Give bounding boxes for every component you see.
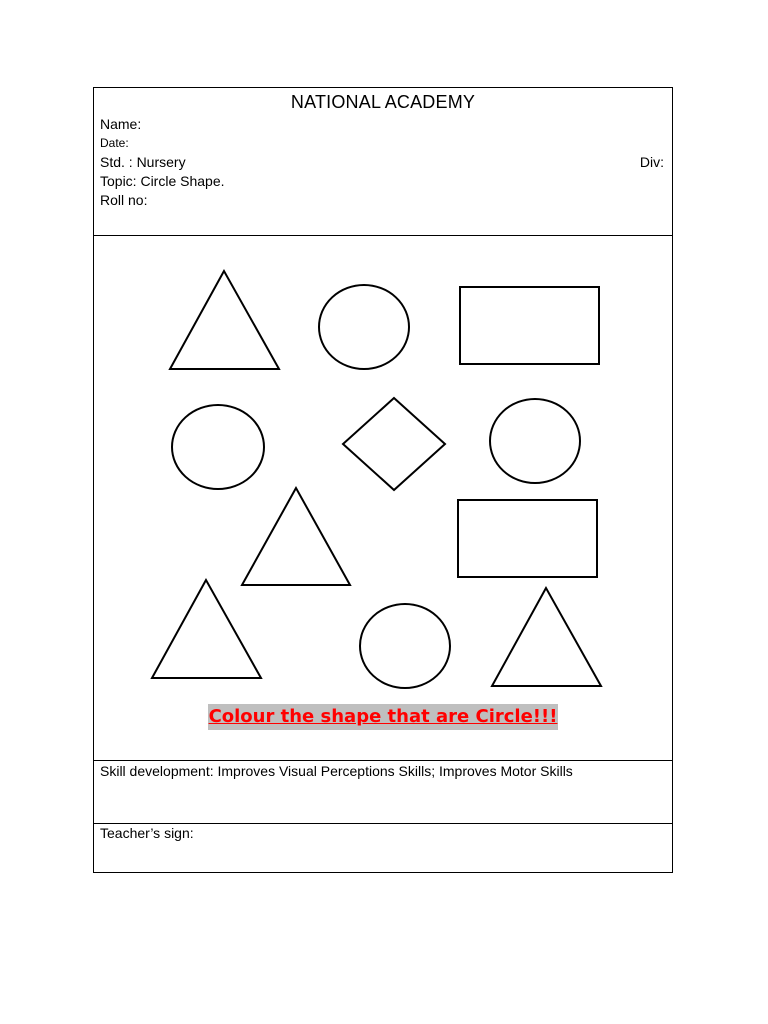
worksheet-header — [94, 88, 672, 236]
roll-no-field: Roll no: — [100, 192, 148, 208]
date-field: Date: — [100, 136, 129, 150]
instruction-wrap — [94, 704, 672, 730]
skill-development-section — [94, 761, 672, 824]
diamond-shape — [343, 398, 445, 490]
circle-shape — [360, 604, 450, 688]
instruction-text: Colour the shape that are Circle!!! — [208, 704, 559, 730]
topic-field: Topic: Circle Shape. — [100, 173, 225, 189]
rectangle-shape — [458, 500, 597, 577]
rectangle-shape — [460, 287, 599, 364]
name-field: Name: — [100, 116, 142, 132]
triangle-shape — [152, 580, 261, 678]
circle-shape — [490, 399, 580, 483]
triangle-shape — [170, 271, 279, 369]
school-title: NATIONAL ACADEMY — [290, 92, 476, 112]
triangle-shape — [242, 488, 350, 585]
circle-shape — [319, 285, 409, 369]
std-field: Std. : Nursery — [100, 154, 186, 170]
div-field: Div: — [639, 154, 664, 170]
shapes-canvas — [94, 236, 672, 706]
skill-development-text: Skill development: Improves Visual Perceptions Skills; Improves Motor Skills — [100, 763, 573, 779]
triangle-shape — [492, 588, 601, 686]
worksheet — [93, 87, 673, 873]
circle-shape — [172, 405, 264, 489]
shapes-area — [94, 236, 672, 761]
teacher-sign-section — [94, 824, 672, 872]
teacher-sign-label: Teacher’s sign: — [100, 825, 194, 841]
